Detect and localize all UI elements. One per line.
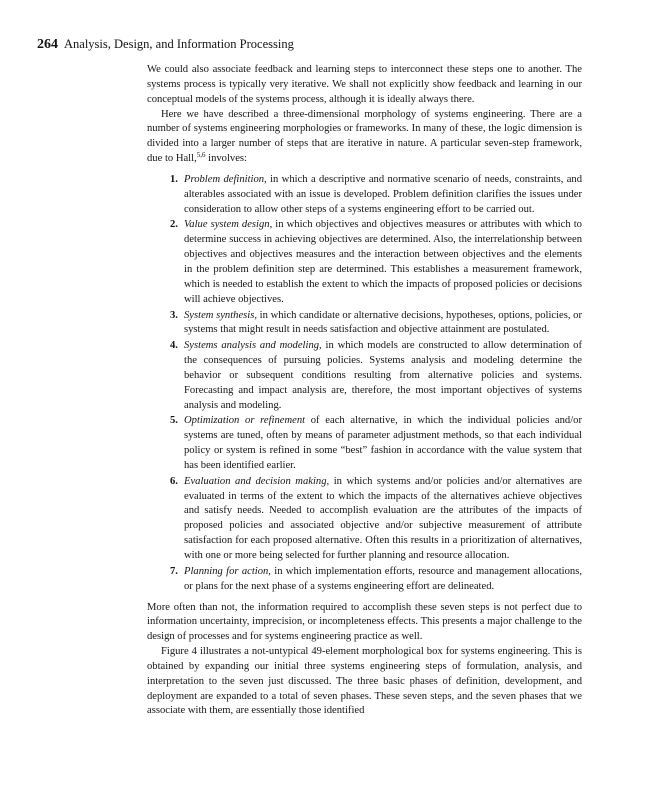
paragraph-morphology-tail: involves: (205, 153, 247, 165)
list-item (147, 565, 582, 595)
page-number: 264 (37, 37, 58, 52)
list-item (147, 173, 582, 218)
list-item (147, 218, 582, 307)
page-body (147, 63, 582, 719)
step-description: in which candidate or alternative decisions, hypotheses, options, policies, or systems that might result in needs satisfaction and objective attainment are postulated. (184, 309, 583, 336)
running-header (37, 36, 294, 53)
step-term: System synthesis, (184, 309, 257, 321)
step-number: 5. (170, 415, 178, 427)
seven-step-list (147, 173, 582, 595)
list-item (147, 309, 582, 339)
paragraph-feedback: We could also associate feedback and learning steps to interconnect these steps one to another. The systems process is typically very iterative. We shall not explicitly show feedback and learning in our conceptual models of the systems process, although it is ideally always there. (147, 64, 582, 105)
step-number: 4. (170, 340, 178, 352)
list-item (147, 339, 582, 413)
paragraph-information: More often than not, the information required to accomplish these seven steps is not perfect due to information uncertainty, imprecision, or incompleteness effects. This presents a major challenge to the design of processes and for systems engineering practice as well. (147, 601, 582, 643)
step-term: Problem definition, (184, 173, 267, 185)
step-description: in which a descriptive and normative scenario of needs, constraints, and alterables associated with an issue is developed. Problem definition clarifies the issues under consideration to allow other steps of a systems engineering effort to be carried out. (184, 173, 582, 215)
step-description: of each alternative, in which the individual policies and/or systems are tuned, often by means of parameter adjustment methods, so that each individual policy or system is refined in some “best” fashion in accordance with the value system that has been identified earlier. (184, 415, 582, 471)
step-term: Systems analysis and modeling, (184, 340, 322, 352)
step-number: 7. (170, 565, 178, 577)
step-term: Optimization or refinement (184, 415, 306, 427)
step-description: in which objectives and objectives measures or attributes with which to determine success in achieving objectives are determined. Also, the interrelationship between objectives and objectives measures and the interaction between objectives and the elements in the problem definition step are determined. This establishes a measurement framework, which is needed to establish the extent to which the impacts of proposed policies or decisions will achieve objectives. (184, 219, 582, 305)
step-number: 1. (170, 173, 178, 185)
list-item (147, 475, 582, 564)
step-description: in which implementation efforts, resource and management allocations, or plans for the next phase of a systems engineering effort are delineated. (184, 565, 582, 592)
paragraph-morphology (147, 108, 582, 167)
paragraph-morphology-text: Here we have described a three-dimensional morphology of systems engineering. There are a number of systems engineering morphologies or frameworks. In many of these, the logic dimension is divided into a larger number of steps that are iterative in nature. A particular seven-step framework, due to Hall, (147, 108, 582, 165)
citation-superscript: 5,6 (196, 151, 206, 160)
step-number: 2. (170, 219, 178, 231)
step-description: in which systems and/or policies and/or alternatives are evaluated in terms of the extent to which the impacts of the alternatives achieve objectives and satisfy needs. Needed to accomplish evaluation are the attributes of the impacts of proposed policies and associated objective and/or subjective measurement of attribute satisfaction for each proposed alternative. Often this results in a prioritization of alternatives, with one or more being selected for further planning and resource allocation. (184, 475, 583, 561)
list-item (147, 414, 582, 473)
step-number: 3. (170, 309, 178, 321)
running-title: Analysis, Design, and Information Processing (64, 37, 294, 51)
step-number: 6. (170, 475, 178, 487)
paragraph-figure-4: Figure 4 illustrates a not-untypical 49-element morphological box for systems engineering. This is obtained by expanding our initial three systems engineering steps of formulation, analysis, and interpretation to the seven just discussed. The three basic phases of definition, development, and deployment are expanded to a total of seven phases. These seven steps, and the seven phases that we associate with them, are essentially those identified (147, 646, 582, 717)
step-term: Value system design, (184, 219, 273, 231)
step-term: Planning for action, (184, 565, 271, 577)
step-term: Evaluation and decision making, (184, 475, 330, 487)
step-description: in which models are constructed to allow determination of the consequences of pursuing policies. Systems analysis and modeling determine the behavior or subsequent conditions resulting from alternative policies and systems. Forecasting and impact analysis are, therefore, the most important objectives of systems analysis and modeling. (184, 340, 582, 411)
